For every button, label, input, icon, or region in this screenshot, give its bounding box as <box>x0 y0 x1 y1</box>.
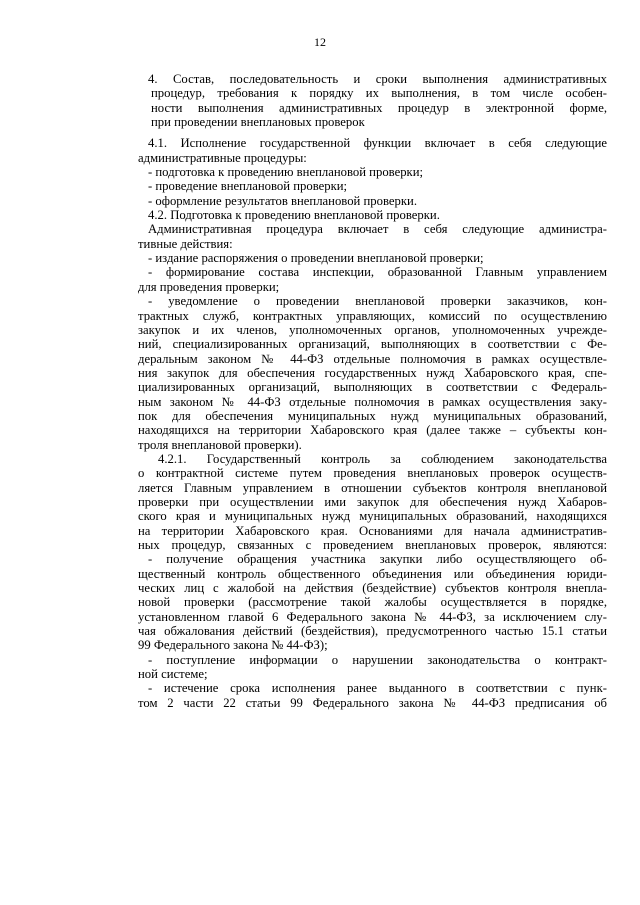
text-line: - издание распоряжения о проведении внеплановой проверки; <box>148 251 484 266</box>
text-line: 4.2.1. Государственный контроль за соблюдением законодательства <box>158 451 607 466</box>
text-line: о контрактной системе путем проведения внеплановых проверок осуществ- <box>138 466 607 481</box>
text-line: - формирование состава инспекции, образованной Главным управлением <box>148 265 607 280</box>
section-heading <box>138 72 607 129</box>
text-line: ным законом № 44-ФЗ отдельные полномочия в рамках осуществления заку- <box>138 394 607 409</box>
text-line: - истечение срока исполнения ранее выданного в соответствии с пунк- <box>148 681 607 696</box>
text-line: - уведомление о проведении внеплановой проверки заказчиков, кон- <box>148 294 607 309</box>
text-line: Административная процедура включает в себя следующие администра- <box>148 222 607 237</box>
text-line: на территории Хабаровского края. Основаниями для начала административ- <box>138 523 607 538</box>
text-line: 4.2. Подготовка к проведению внеплановой проверки. <box>148 208 440 223</box>
page-content <box>138 72 607 710</box>
text-line: тивные действия: <box>138 236 233 251</box>
text-line: - поступление информации о нарушении законодательства о контракт- <box>148 652 607 667</box>
body-text <box>138 136 607 710</box>
text-line: проверки при осуществлении ими закупок для обеспечения нужд Хабаров- <box>138 494 607 509</box>
text-line: трактных служб, контрактных управляющих, комиссий по осуществлению <box>138 308 607 323</box>
text-line: закупок и их членов, уполномоченных органов, уполномоченных учрежде- <box>138 322 607 337</box>
text-line: троля внеплановой проверки). <box>138 437 302 452</box>
text-line: ского края и муниципальных нужд муниципальных образований, находящихся <box>138 509 607 524</box>
text-line: том 2 части 22 статьи 99 Федерального закона № 44-ФЗ предписания об <box>138 695 607 710</box>
heading-line: ности выполнения административных процедур в электронной форме, <box>151 100 607 115</box>
page-number: 12 <box>314 35 326 49</box>
text-line: ческих лиц с жалобой на действия (бездействие) субъектов контроля внепла- <box>138 581 607 596</box>
text-line: ляется Главным управлением в отношении субъектов контроля внеплановой <box>138 480 607 495</box>
text-line: установленном главой 6 Федерального закона № 44-ФЗ, за исключением слу- <box>138 609 607 624</box>
text-line: для проведения проверки; <box>138 279 280 294</box>
text-line: административные процедуры: <box>138 150 307 165</box>
text-line: - проведение внеплановой проверки; <box>148 179 348 194</box>
text-line: щественный контроль общественного объединения или объединения юриди- <box>138 566 607 581</box>
text-line: - оформление результатов внеплановой проверки. <box>148 193 418 208</box>
text-line: деральным законом № 44-ФЗ отдельные полномочия в рамках осуществле- <box>138 351 607 366</box>
text-line: 99 Федерального закона № 44-ФЗ); <box>138 638 328 653</box>
text-line: новой проверки (рассмотрение такой жалобы осуществляется в порядке, <box>138 595 607 610</box>
text-line: находящихся на территории Хабаровского края (далее также – субъекты кон- <box>138 423 607 438</box>
heading-line: процедур, требования к порядку их выполнения, в том числе особен- <box>151 86 607 101</box>
heading-line: при проведении внеплановых проверок <box>151 115 365 130</box>
text-line: - получение обращения участника закупки либо осуществляющего об- <box>148 552 607 567</box>
text-line: ной системе; <box>138 667 208 682</box>
heading-line: 4. Состав, последовательность и сроки выполнения административных <box>148 72 607 86</box>
text-line: ния закупок для обеспечения государственных нужд Хабаровского края, спе- <box>138 365 607 380</box>
text-line: ний, специализированных организаций, выполняющих в соответствии с Фе- <box>138 337 607 352</box>
text-line: - подготовка к проведению внеплановой проверки; <box>148 165 424 180</box>
text-line: 4.1. Исполнение государственной функции включает в себя следующие <box>148 136 607 151</box>
text-line: циализированных организаций, выполняющих в соответствии с Федераль- <box>138 380 607 395</box>
text-line: чая обжалования действий (бездействия), предусмотренного частью 15.1 статьи <box>138 624 607 639</box>
text-line: пок для обеспечения муниципальных нужд муниципальных образований, <box>138 408 607 423</box>
text-line: ных процедур, связанных с проведением внеплановых проверок, являются: <box>138 538 607 552</box>
